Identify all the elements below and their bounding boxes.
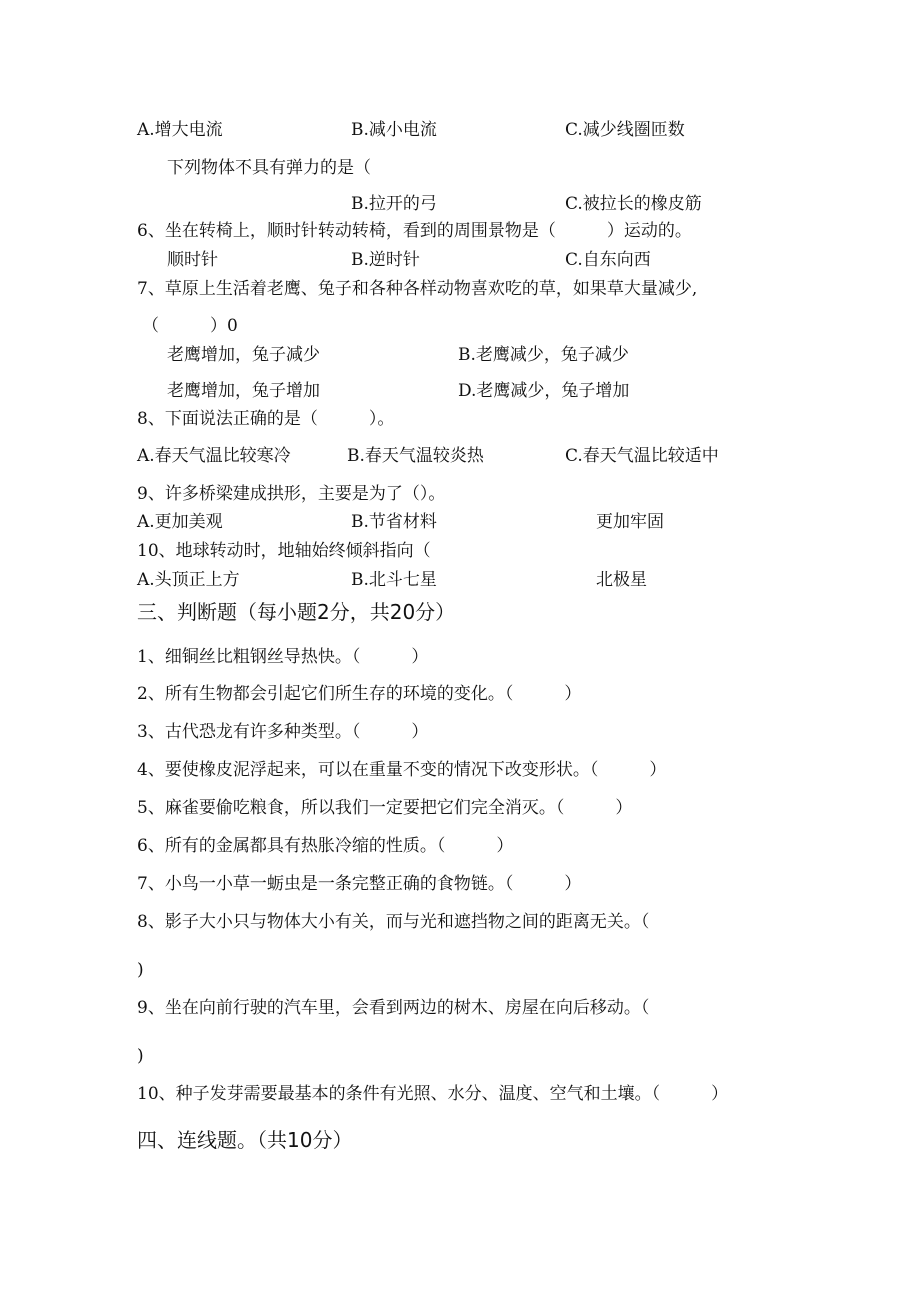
- q9-option-a: A.更加美观: [137, 512, 223, 532]
- q4-option-b: B.减小电流: [351, 120, 437, 140]
- judge-item-10: 10、种子发芽需要最基本的条件有光照、水分、温度、空气和土壤。（ ）: [137, 1084, 729, 1104]
- q8-option-a: A.春天气温比较寒冷: [137, 446, 291, 466]
- q5-option-b: B.拉开的弓: [351, 194, 437, 214]
- q7-stem: 7、草原上生活着老鹰、兔子和各种各样动物喜欢吃的草，如果草大量减少,: [137, 279, 698, 299]
- section-3-title: 三、判断题（每小题2分，共20分）: [137, 600, 456, 624]
- judge-item-1: 1、细铜丝比粗钢丝导热快。（ ）: [137, 647, 429, 667]
- judge-item-6: 6、所有的金属都具有热胀冷缩的性质。（ ）: [137, 836, 514, 856]
- q8-option-b: B.春天气温较炎热: [347, 446, 484, 466]
- q10-option-b: B.北斗七星: [351, 570, 437, 590]
- q7-option-b: B.老鹰减少，兔子减少: [458, 345, 629, 365]
- q7-option-a: 老鹰增加，兔子减少: [167, 345, 320, 365]
- q5-option-c: C.被拉长的橡皮筋: [565, 194, 702, 214]
- q6-option-b: B.逆时针: [351, 250, 420, 270]
- q6-stem: 6、坐在转椅上，顺时针转动转椅，看到的周围景物是（ ）运动的。: [137, 221, 692, 241]
- judge-item-5: 5、麻雀要偷吃粮食，所以我们一定要把它们完全消灭。（ ）: [137, 798, 633, 818]
- q9-stem: 9、许多桥梁建成拱形，主要是为了（）。: [137, 484, 446, 504]
- judge-item-2: 2、所有生物都会引起它们所生存的环境的变化。（ ）: [137, 684, 582, 704]
- q10-option-a: A.头顶正上方: [137, 570, 240, 590]
- q10-option-c: 北极星: [596, 570, 647, 590]
- q10-stem: 10、地球转动时，地轴始终倾斜指向（: [137, 541, 431, 561]
- section-4-title: 四、连线题。（共10分）: [137, 1128, 353, 1152]
- judge-item-3: 3、古代恐龙有许多种类型。（ ）: [137, 722, 429, 742]
- judge-item-8-close: ): [137, 960, 144, 980]
- q8-stem: 8、下面说法正确的是（ ）。: [137, 409, 395, 429]
- q8-option-c: C.春天气温比较适中: [565, 446, 719, 466]
- q9-option-b: B.节省材料: [351, 512, 437, 532]
- q4-option-a: A.增大电流: [137, 120, 223, 140]
- judge-item-9-close: ): [137, 1046, 144, 1066]
- q9-option-c: 更加牢固: [596, 512, 664, 532]
- q6-option-a: 顺时针: [167, 250, 218, 270]
- judge-item-8: 8、影子大小只与物体大小有关，而与光和遮挡物之间的距离无关。（: [137, 912, 650, 932]
- q4-option-c: C.减少线圈匝数: [565, 120, 685, 140]
- judge-item-9: 9、坐在向前行驶的汽车里，会看到两边的树木、房屋在向后移动。（: [137, 998, 650, 1018]
- q6-option-c: C.自东向西: [565, 250, 651, 270]
- judge-item-4: 4、要使橡皮泥浮起来，可以在重量不变的情况下改变形状。（ ）: [137, 760, 667, 780]
- judge-item-7: 7、小鸟一小草一蛎虫是一条完整正确的食物链。（ ）: [137, 874, 582, 894]
- q7-blank: （ ）0: [142, 316, 238, 336]
- q7-option-d: D.老鹰减少，兔子增加: [458, 381, 630, 401]
- q5-stem: 下列物体不具有弹力的是（: [167, 158, 371, 178]
- q7-option-c: 老鹰增加，兔子增加: [167, 381, 320, 401]
